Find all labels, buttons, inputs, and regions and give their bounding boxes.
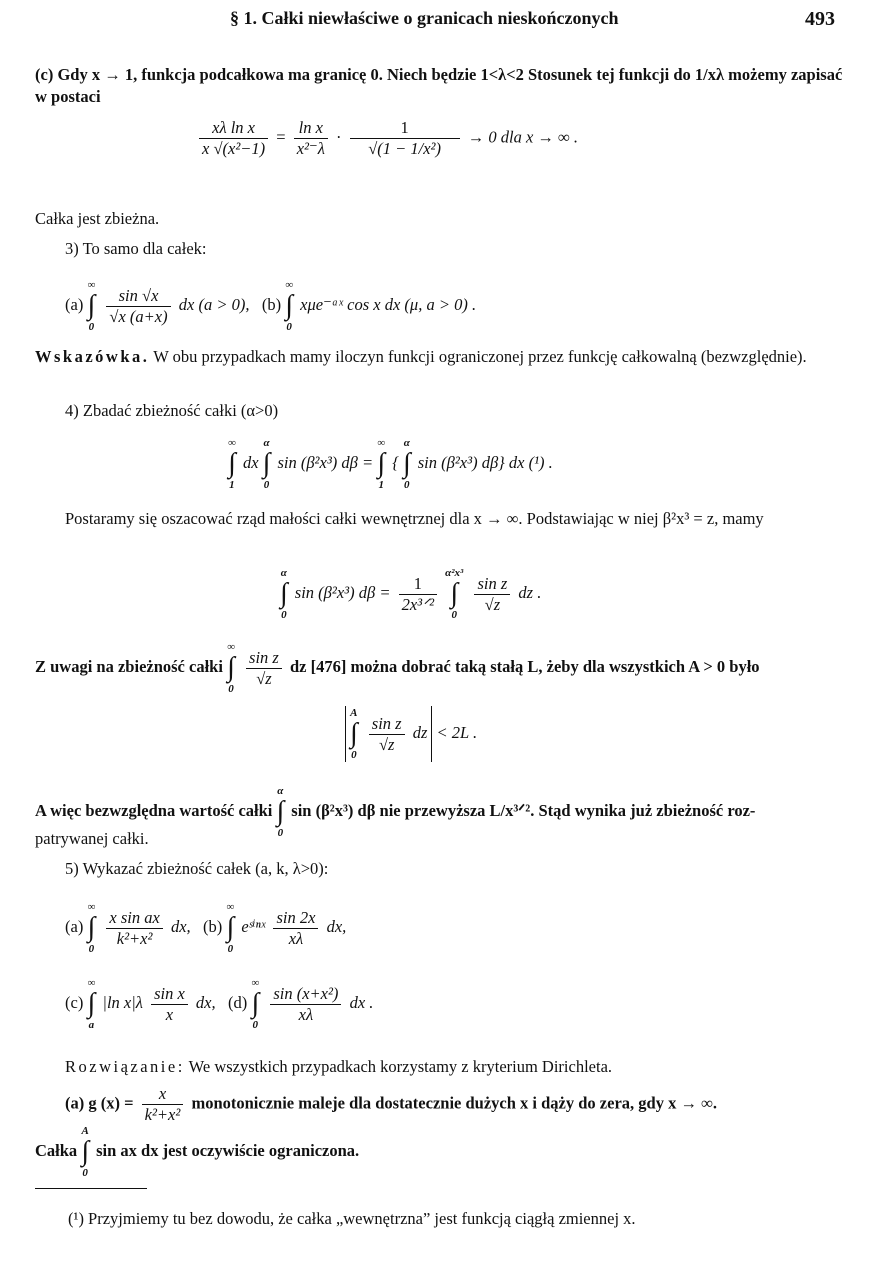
paragraph-6: A więc bezwzględna wartość całki α ∫ 0 sin (β²x³) dβ nie przewyższa L/x³ᐟ². Stąd wynika już zbieżność roz-	[35, 785, 756, 839]
footnote-rule	[35, 1188, 147, 1189]
equation-6-cd: (c) ∞ ∫ a |ln x|λ $\frac{\text{sin x}}{x}$ dx, (d) ∞ ∫ 0 $\frac{\text{sin (x+x²)}}{x\lambda}$ dx .	[65, 977, 374, 1031]
equation-2: (a) ∞ ∫ 0 $\frac{\sin √x}{√x (a+x)}$ dx (a > 0), (b) ∞ ∫ 0 xμe⁻ᵃˣ cos x dx (μ, a > 0) .	[65, 279, 477, 333]
solution-line: Rozwiązanie: We wszystkich przypadkach korzystamy z kryterium Dirichleta.	[65, 1057, 613, 1076]
item-3: 3) To samo dla całek:	[65, 239, 207, 258]
item-4: 4) Zbadać zbieżność całki (α>0)	[65, 401, 279, 420]
equation-6-ab: (a) ∞ ∫ 0 $\frac{\text{x sin ax}}{\text{k²+x²}}$ dx, (b) ∞ ∫ 0 eˢⁱⁿˣ $\frac{\sin 2x}{x\lambda}$ dx,	[65, 901, 347, 955]
paragraph-5: Z uwagi na zbieżność całki ∞ ∫ 0 $\frac{\text{sin z}}{√z}$ dz [476] można dobrać taką stałą L, żeby dla wszystkich A > 0 było	[35, 641, 760, 695]
paragraph-6-cont: patrywanej całki.	[35, 829, 149, 848]
paragraph-c: (c) Gdy x → 1, funkcja podcałkowa ma granicę 0. Niech będzie 1<λ<2 Stosunek tej funkcji do 1/xλ możemy zapisać w postaci	[35, 65, 843, 106]
last-line: Całka A ∫ 0 sin ax dx jest oczywiście ograniczona.	[35, 1125, 360, 1179]
page-number: 493	[805, 8, 835, 30]
equation-4: α ∫ 0 sin (β²x³) dβ = $\frac{1}{\text{2x³ᐟ²}}$ α²x³ ∫ 0 $\frac{\text{sin z}}{√z}$ dz .	[280, 567, 542, 621]
running-header: § 1. Całki niewłaściwe o granicach nieskończonych	[230, 8, 619, 28]
equation-3: ∞ ∫ 1 dx α ∫ 0 sin (β²x³) dβ = ∞ ∫ 1 { α ∫ 0 sin (β²x³) dβ} dx (¹) .	[228, 437, 553, 491]
equation-5: A ∫ 0 $\frac{\text{sin z}}{√z}$ dz < 2L .	[345, 706, 477, 762]
solution-a: (a) g (x) = $\frac{x}{\text{k²+x²}}$ monotonicznie maleje dla dostatecznie dużych x i dąży do zera, gdy x → ∞.	[65, 1084, 717, 1124]
paragraph-4: Postaramy się oszacować rząd małości całki wewnętrznej dla x → ∞. Podstawiając w niej β²x³ = z, mamy	[65, 509, 764, 528]
footnote: (¹) Przyjmiemy tu bez dowodu, że całka „wewnętrzna” jest funkcją ciągłą zmiennej x.	[68, 1209, 636, 1228]
hint-paragraph: Wskazówka. W obu przypadkach mamy iloczyn funkcji ograniczonej przez funkcję całkowalną (bezwzględnie).	[35, 347, 807, 366]
conclusion-1: Całka jest zbieżna.	[35, 209, 160, 228]
item-5: 5) Wykazać zbieżność całek (a, k, λ>0):	[65, 859, 329, 878]
equation-1: $\frac{\text{xλ ln x}}{\text{x √(x²−1)}}$ = $\frac{\text{ln x}}{\text{x²⁻λ}}$ · $\frac{1}{\text{√(1 − 1/x²)}}$ → 0 dla x → ∞ .	[195, 118, 578, 159]
